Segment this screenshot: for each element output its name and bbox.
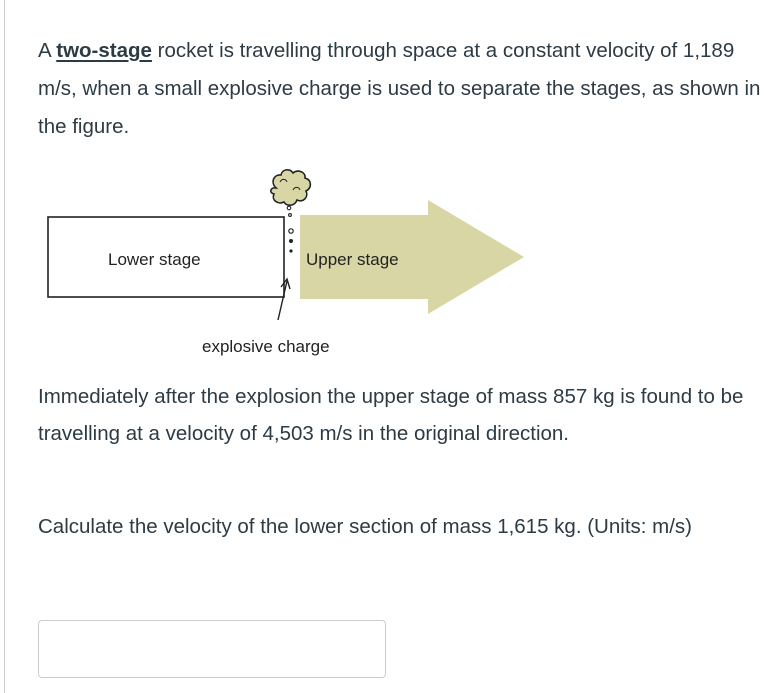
intro-prefix: A (38, 39, 57, 62)
rocket-stages-figure (0, 160, 782, 370)
explosion-puff-icon (271, 170, 311, 217)
question-intro (38, 32, 778, 146)
explosive-charge-label: explosive charge (202, 337, 330, 356)
answer-input[interactable] (38, 620, 386, 678)
charge-bead (289, 229, 293, 233)
charge-bead (289, 239, 293, 243)
question-prompt: Calculate the velocity of the lower section of mass 1,615 kg. (Units: m/s) (38, 515, 692, 538)
question-after-explosion: Immediately after the explosion the upper stage of mass 857 kg is found to be travelling at a velocity of 4,503 m/s in the original direction. (38, 385, 744, 445)
term-two-stage: two-stage (56, 39, 152, 62)
charge-bead (289, 249, 292, 252)
lower-stage-label: Lower stage (108, 250, 201, 269)
upper-stage-label: Upper stage (306, 250, 399, 269)
intro-rest: rocket is travelling through space at a constant velocity of 1,189 m/s, when a small explosive charge is used to separate the stages, as shown in the figure. (38, 39, 761, 138)
